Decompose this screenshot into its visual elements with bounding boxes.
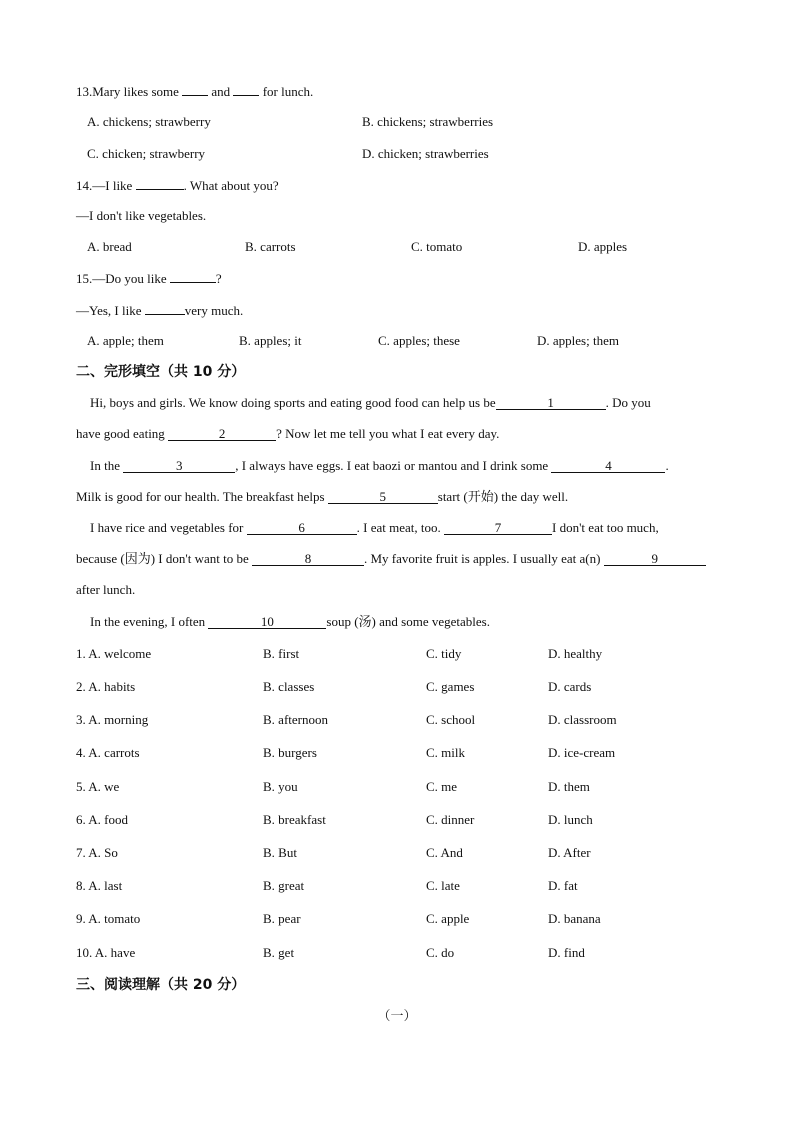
choice-3a[interactable]: 3. A. morning bbox=[76, 712, 149, 727]
choice-1c[interactable]: C. tidy bbox=[426, 646, 462, 661]
answer-blank[interactable] bbox=[233, 82, 259, 96]
question-14-response: —I don't like vegetables. bbox=[76, 208, 207, 223]
choice-3c[interactable]: C. school bbox=[426, 712, 476, 727]
cloze-blank-4[interactable]: 4 bbox=[551, 459, 665, 473]
answer-blank[interactable] bbox=[145, 301, 185, 315]
cloze-line: have good eating 2 ? Now let me tell you what I eat every day. bbox=[76, 426, 500, 441]
choice-1d[interactable]: D. healthy bbox=[548, 646, 603, 661]
option-13a[interactable]: A. chickens; strawberry bbox=[87, 114, 211, 129]
cloze-blank-6[interactable]: 6 bbox=[247, 521, 357, 535]
cloze-line: after lunch. bbox=[76, 582, 136, 597]
choice-10b[interactable]: B. get bbox=[263, 945, 295, 960]
option-14d[interactable]: D. apples bbox=[578, 239, 628, 254]
question-15: 15.—Do you like ? bbox=[76, 271, 222, 286]
choice-8d[interactable]: D. fat bbox=[548, 878, 578, 893]
choice-2c[interactable]: C. games bbox=[426, 679, 475, 694]
question-14: 14.—I like . What about you? bbox=[76, 178, 279, 193]
choice-2a[interactable]: 2. A. habits bbox=[76, 679, 136, 694]
cloze-line: because (因为) I don't want to be 8 . My favorite fruit is apples. I usually eat a(n) 9 bbox=[76, 550, 706, 568]
choice-8a[interactable]: 8. A. last bbox=[76, 878, 123, 893]
cloze-blank-5[interactable]: 5 bbox=[328, 490, 438, 504]
answer-blank[interactable] bbox=[170, 269, 216, 283]
option-15a[interactable]: A. apple; them bbox=[87, 333, 164, 348]
choice-6b[interactable]: B. breakfast bbox=[263, 812, 326, 827]
choice-9a[interactable]: 9. A. tomato bbox=[76, 911, 141, 926]
cloze-line: In the 3 , I always have eggs. I eat baozi or mantou and I drink some 4 . bbox=[90, 458, 669, 473]
choice-9b[interactable]: B. pear bbox=[263, 911, 301, 926]
choice-8c[interactable]: C. late bbox=[426, 878, 460, 893]
cloze-line: I have rice and vegetables for 6 . I eat meat, too. 7 I don't eat too much, bbox=[90, 520, 659, 535]
choice-1b[interactable]: B. first bbox=[263, 646, 300, 661]
choice-3d[interactable]: D. classroom bbox=[548, 712, 617, 727]
choice-8b[interactable]: B. great bbox=[263, 878, 305, 893]
choice-7a[interactable]: 7. A. So bbox=[76, 845, 118, 860]
option-15c[interactable]: C. apples; these bbox=[378, 333, 460, 348]
option-13d[interactable]: D. chicken; strawberries bbox=[362, 146, 489, 161]
choice-4d[interactable]: D. ice-cream bbox=[548, 745, 616, 760]
section-heading-reading: 三、阅读理解（共 20 分） bbox=[76, 977, 246, 993]
cloze-line: Milk is good for our health. The breakfast helps 5 start (开始) the day well. bbox=[76, 489, 569, 504]
answer-blank[interactable] bbox=[136, 176, 184, 190]
choice-4c[interactable]: C. milk bbox=[426, 745, 466, 760]
choice-2b[interactable]: B. classes bbox=[263, 679, 315, 694]
cloze-line: Hi, boys and girls. We know doing sports and eating good food can help us be 1 . Do you bbox=[90, 395, 651, 410]
cloze-blank-9[interactable]: 9 bbox=[604, 552, 706, 566]
option-14a[interactable]: A. bread bbox=[87, 239, 132, 254]
option-14c[interactable]: C. tomato bbox=[411, 239, 463, 254]
choice-6a[interactable]: 6. A. food bbox=[76, 812, 128, 827]
cloze-blank-10[interactable]: 10 bbox=[208, 615, 326, 629]
choice-5a[interactable]: 5. A. we bbox=[76, 779, 120, 794]
choice-5c[interactable]: C. me bbox=[426, 779, 458, 794]
cloze-blank-7[interactable]: 7 bbox=[444, 521, 552, 535]
choice-6d[interactable]: D. lunch bbox=[548, 812, 593, 827]
choice-1a[interactable]: 1. A. welcome bbox=[76, 646, 152, 661]
choice-10d[interactable]: D. find bbox=[548, 945, 585, 960]
reading-subsection-label: （一） bbox=[377, 1008, 417, 1023]
question-13: 13.Mary likes some and for lunch. bbox=[76, 84, 314, 99]
choice-3b[interactable]: B. afternoon bbox=[263, 712, 328, 727]
option-14b[interactable]: B. carrots bbox=[245, 239, 296, 254]
choice-10c[interactable]: C. do bbox=[426, 945, 455, 960]
choice-6c[interactable]: C. dinner bbox=[426, 812, 475, 827]
choice-9d[interactable]: D. banana bbox=[548, 911, 601, 926]
choice-7c[interactable]: C. And bbox=[426, 845, 463, 860]
section-heading-cloze: 二、完形填空（共 10 分） bbox=[76, 364, 246, 380]
cloze-line: In the evening, I often 10 soup (汤) and some vegetables. bbox=[90, 614, 490, 629]
choice-5d[interactable]: D. them bbox=[548, 779, 590, 794]
choice-9c[interactable]: C. apple bbox=[426, 911, 470, 926]
cloze-blank-3[interactable]: 3 bbox=[123, 459, 235, 473]
choice-7b[interactable]: B. But bbox=[263, 845, 297, 860]
answer-blank[interactable] bbox=[182, 82, 208, 96]
choice-4b[interactable]: B. burgers bbox=[263, 745, 317, 760]
option-13c[interactable]: C. chicken; strawberry bbox=[87, 146, 206, 161]
cloze-blank-2[interactable]: 2 bbox=[168, 427, 276, 441]
question-15-response: —Yes, I like very much. bbox=[76, 303, 244, 318]
choice-2d[interactable]: D. cards bbox=[548, 679, 592, 694]
option-15d[interactable]: D. apples; them bbox=[537, 333, 619, 348]
choice-10a[interactable]: 10. A. have bbox=[76, 945, 136, 960]
choice-5b[interactable]: B. you bbox=[263, 779, 298, 794]
option-13b[interactable]: B. chickens; strawberries bbox=[362, 114, 494, 129]
cloze-blank-1[interactable]: 1 bbox=[496, 396, 606, 410]
option-15b[interactable]: B. apples; it bbox=[239, 333, 302, 348]
choice-7d[interactable]: D. After bbox=[548, 845, 591, 860]
choice-4a[interactable]: 4. A. carrots bbox=[76, 745, 140, 760]
cloze-blank-8[interactable]: 8 bbox=[252, 552, 364, 566]
